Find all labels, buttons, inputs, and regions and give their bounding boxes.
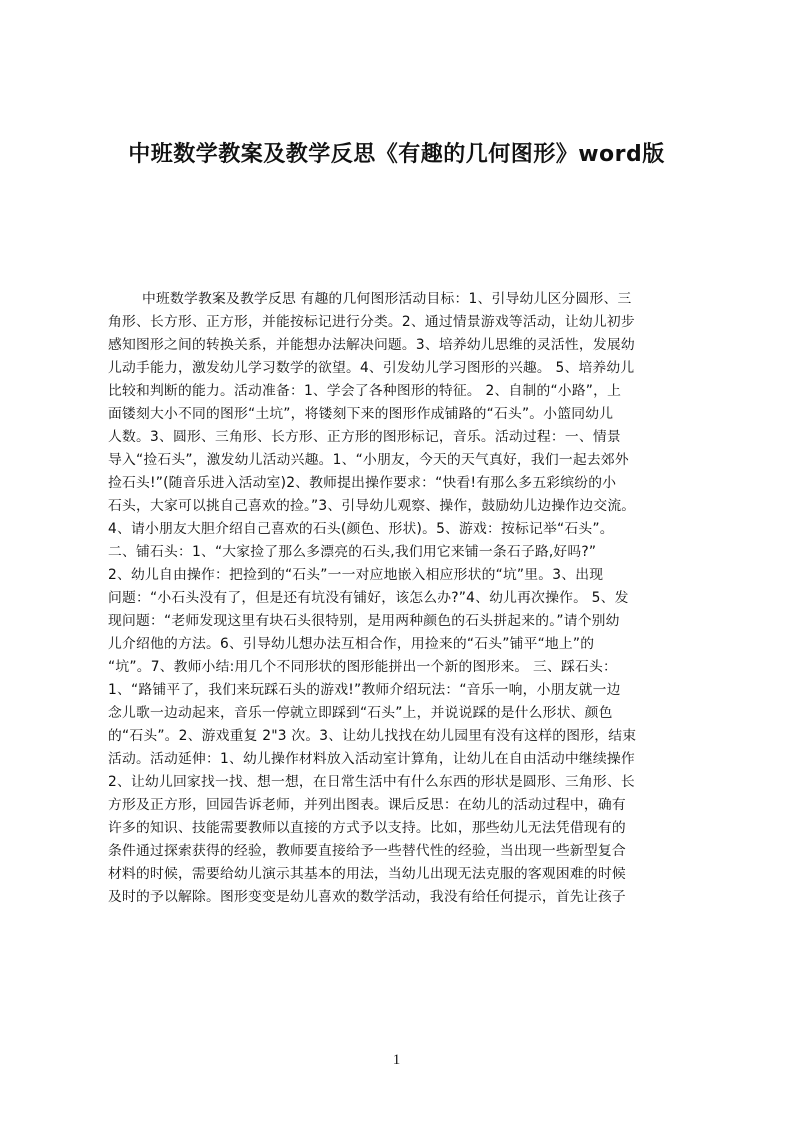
body-line: 念儿歌一边动起来，音乐一停就立即踩到“石头”上，并说说踩的是什么形状、颜色 bbox=[108, 705, 613, 721]
body-line: 现问题：“老师发现这里有块石头很特别，是用两种颜色的石头拼起来的。”请个别幼 bbox=[108, 613, 620, 629]
body-line: 材料的时候，需要给幼儿演示其基本的用法，当幼儿出现无法克服的客观困难的时候 bbox=[108, 866, 626, 882]
body-line: 角形、长方形、正方形，并能按标记进行分类。2、通过情景游戏等活动，让幼儿初步 bbox=[108, 314, 635, 330]
body-line: 导入“捡石头”，激发幼儿活动兴趣。1、“小朋友，今天的天气真好，我们一起去郊外 bbox=[108, 452, 629, 468]
body-line: 二、铺石头：1、“大家捡了那么多漂亮的石头,我们用它来铺一条石子路,好吗?” bbox=[108, 544, 597, 560]
body-line: 比较和判断的能力。活动准备：1、学会了各种图形的特征。 2、自制的“小路”，上 bbox=[108, 383, 622, 399]
body-line: 面镂刻大小不同的图形“土坑”，将镂刻下来的图形作成铺路的“石头”。小篮同幼儿 bbox=[108, 406, 614, 422]
body-line: 2、幼儿自由操作：把捡到的“石头”一一对应地嵌入相应形状的“坑”里。3、出现 bbox=[108, 567, 604, 583]
body-line: 石头，大家可以挑自己喜欢的捡。”3、引导幼儿观察、操作，鼓励幼儿边操作边交流。 bbox=[108, 498, 636, 514]
document-body bbox=[108, 288, 696, 905]
body-line: 许多的知识、技能需要教师以直接的方式予以支持。比如，那些幼儿无法凭借现有的 bbox=[108, 820, 626, 836]
body-line: 儿动手能力，激发幼儿学习数学的欲望。4、引发幼儿学习图形的兴趣。 5、培养幼儿 bbox=[108, 360, 635, 376]
body-line: 儿介绍他的方法。6、引导幼儿想办法互相合作，用捡来的“石头”铺平“地上”的 bbox=[108, 636, 595, 652]
body-line: 感知图形之间的转换关系，并能想办法解决问题。3、培养幼儿思维的灵活性，发展幼 bbox=[108, 337, 635, 353]
body-line: 活动。活动延伸：1、幼儿操作材料放入活动室计算角，让幼儿在自由活动中继续操作 bbox=[108, 751, 635, 767]
body-line: 条件通过探索获得的经验，教师要直接给予一些替代性的经验，当出现一些新型复合 bbox=[108, 843, 626, 859]
body-line: 4、请小朋友大胆介绍自己喜欢的石头(颜色、形状)。5、游戏：按标记举“石头”。 bbox=[108, 521, 614, 537]
body-line: 及时的予以解除。图形变变是幼儿喜欢的数学活动，我没有给任何提示，首先让孩子 bbox=[108, 889, 626, 905]
body-line: 问题：“小石头没有了，但是还有坑没有铺好，该怎么办?”4、幼儿再次操作。 5、发 bbox=[108, 590, 629, 606]
body-line: 1、“路铺平了，我们来玩踩石头的游戏!”教师介绍玩法：“音乐一响，小朋友就一边 bbox=[108, 682, 621, 698]
body-line: 方形及正方形，回园告诉老师，并列出图表。课后反思：在幼儿的活动过程中，确有 bbox=[108, 797, 626, 813]
body-line: 的“石头”。2、游戏重复 2"3 次。3、让幼儿找找在幼儿园里有没有这样的图形，结束 bbox=[108, 728, 637, 744]
body-line: 中班数学教案及教学反思 有趣的几何图形活动目标：1、引导幼儿区分圆形、三 bbox=[142, 291, 632, 307]
body-line: 人数。3、圆形、三角形、长方形、正方形的图形标记，音乐。活动过程：一、情景 bbox=[108, 429, 621, 445]
body-line: “坑”。7、教师小结:用几个不同形状的图形能拼出一个新的图形来。 三、踩石头： bbox=[108, 659, 617, 675]
body-line: 2、让幼儿回家找一找、想一想，在日常生活中有什么东西的形状是圆形、三角形、长 bbox=[108, 774, 635, 790]
document-title: 中班数学教案及教学反思《有趣的几何图形》word版 bbox=[128, 142, 665, 167]
body-line: 捡石头!”(随音乐进入活动室)2、教师提出操作要求：“快看!有那么多五彩缤纷的小 bbox=[108, 475, 617, 491]
page-number: 1 bbox=[392, 1052, 401, 1068]
